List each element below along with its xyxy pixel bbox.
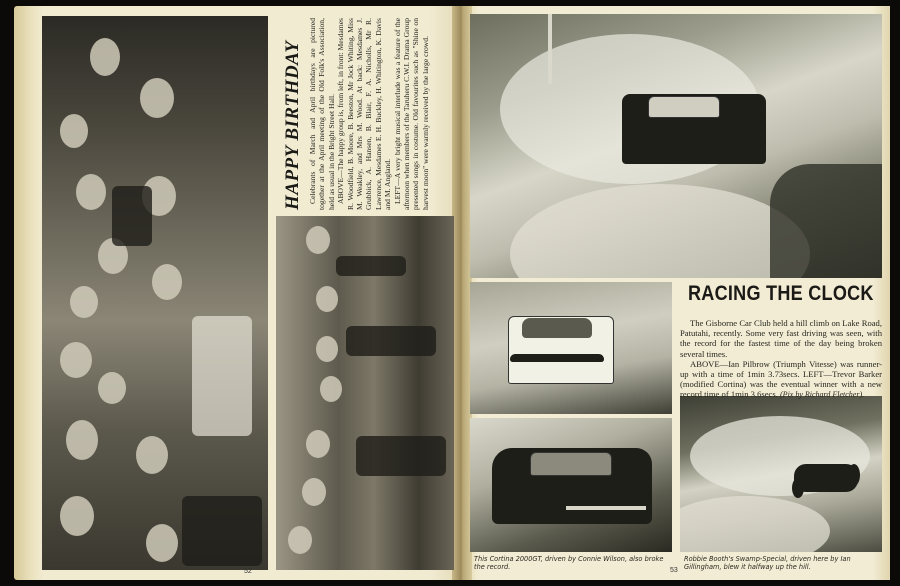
article-paragraph: ABOVE—The happy group is, from left, in front: Mesdames R. Woodfield, B. Moore, B. Beeston, Mr Jock Whiting, Miss M. Weakley, and Mrs M. Wood. At back: Mesdames J. Grubbick, A. Hansen, B. Blair, F. A. Nicholls, Mr R. Lawrence, Mesdames E. H. Buckley, H. Whitington, K. Davis and M. Angland. [336,17,393,210]
page-number-left: 52 [244,568,252,575]
happy-birthday-article [276,14,464,214]
birthday-group-photo [42,16,268,570]
photo-credit: (Pix by Richard Fletcher). [780,390,865,400]
swamp-special-photo [680,396,882,552]
cortina-2000gt-photo [470,418,672,552]
article-paragraph: ABOVE—Ian Pilbrow (Triumph Vitesse) was runner-up with a time of 1min 3.73secs. LEFT—Trevor Barker (modified Cortina) was the eventual winner with a new record time of 1min 3.6secs. [680,358,882,400]
caption-swamp-special: Robbie Booth's Swamp-Special, driven here by Ian Gillingham, blew it halfway up the hill. [684,555,851,571]
article-paragraph: The Gisborne Car Club held a hill climb on Lake Road, Patutahi, recently. Some very fast driving was seen, with the record for the fastest time of the day being broken several times. [680,318,882,359]
article-paragraph: LEFT—A very bright musical interlude was a feature of the afternoon when members of the Taruheru C.W.I. Drama Group presented songs in costume. Old favourites such as "Shine on harvest moon" were warmly received by the large crowd. [392,18,430,210]
article-title: HAPPY BIRTHDAY [282,40,303,210]
triumph-vitesse-photo [470,14,882,278]
racing-the-clock-article [680,318,882,401]
pole-icon [548,14,552,84]
caption-cortina-2000gt: This Cortina 2000GT, driven by Connie Wilson, also broke the record. [474,555,664,571]
page-number-right: 53 [670,567,678,574]
article-paragraph: Celebrants of March and April birthdays are pictured together at the April meeting of the Old Folk's Association, held as usual in the Bright Street Hall. [308,18,336,210]
modified-cortina-photo [470,282,672,414]
article-title: RACING THE CLOCK [688,282,874,305]
drama-group-photo [276,216,454,570]
